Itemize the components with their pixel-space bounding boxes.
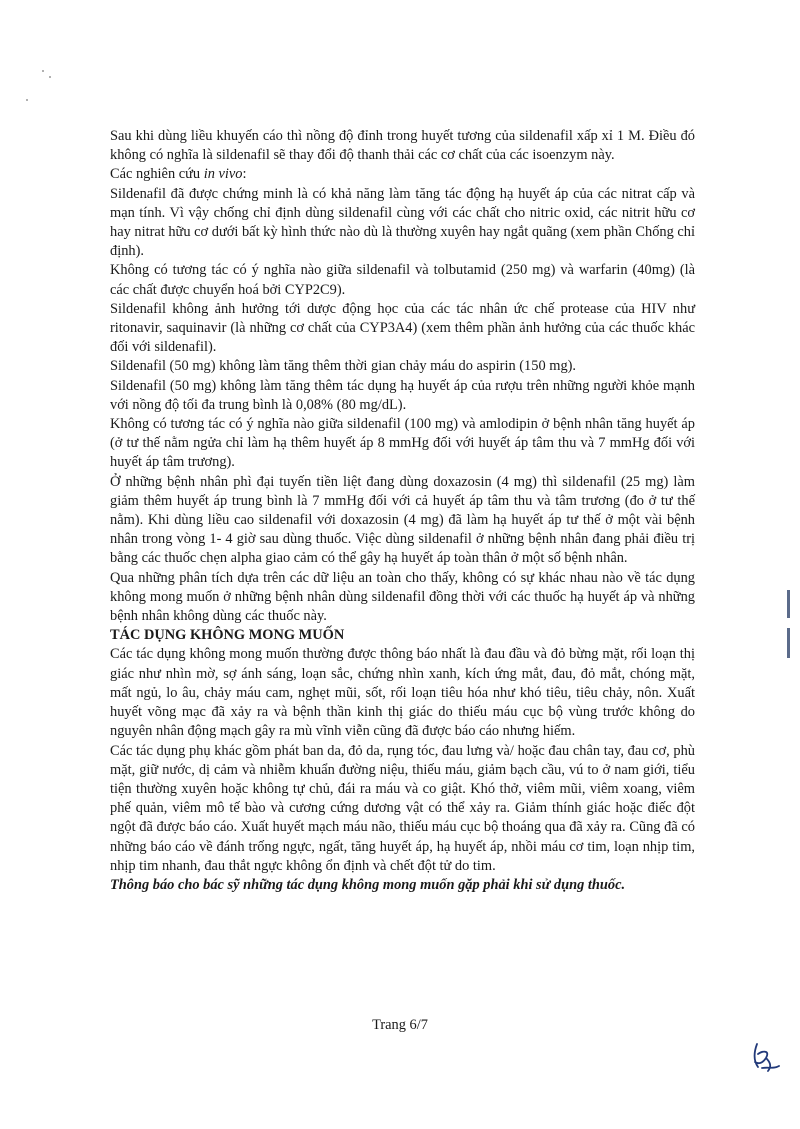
paragraph: Không có tương tác có ý nghĩa nào giữa sildenafil và tolbutamid (250 mg) và warfarin (40mg) (là các chất được chuyển hoá bởi CYP2C9). [110, 262, 695, 298]
paragraph: Không có tương tác có ý nghĩa nào giữa sildenafil (100 mg) và amlodipin ở bệnh nhân tăng huyết áp (ở tư thế nằm ngửa chỉ làm hạ thêm huyết áp 8 mmHg đối với huyết áp tâm thu và 7 mmHg đối với huyết áp tâm trương). [110, 416, 695, 471]
paragraph: Sildenafil (50 mg) không làm tăng thêm thời gian chảy máu do aspirin (150 mg). [110, 358, 577, 375]
handwritten-initial [748, 1040, 782, 1076]
scan-edge-mark [787, 628, 790, 658]
warning-note: Thông báo cho bác sỹ những tác dụng không mong muốn gặp phải khi sử dụng thuốc. [110, 876, 626, 893]
paragraph: Các tác dụng phụ khác gồm phát ban da, đỏ da, rụng tóc, đau lưng và/ hoặc đau chân tay, đau cơ, phù mặt, giữ nước, dị cảm và nhiễm khuẩn đường niệu, thiếu máu, giảm bạch cầu, vú to ở nam giới, tiểu tiện thường xuyên hoặc không tự chủ, đái ra máu và co giật. Khó thở, viêm mũi, viêm xoang, viêm phế quản, viêm mô tế bào và cương cứng dương vật có thể xảy ra. Giảm thính giác hoặc điếc đột ngột đã được báo cáo. Xuất huyết mạch máu não, thiếu máu cục bộ thoáng qua đã xảy ra. Cũng đã có những báo cáo về đánh trống ngực, ngất, tăng huyết áp, hạ huyết áp, nhồi máu cơ tim, loạn nhịp tim, nhịp tim nhanh, đau thắt ngực không ổn định và chết đột tử do tim. [110, 742, 695, 874]
paragraph: Sildenafil (50 mg) không làm tăng thêm tác dụng hạ huyết áp của rượu trên những người khỏe mạnh với nồng độ tối đa trung bình là 0,08% (80 mg/dL). [110, 377, 695, 413]
italic-term: in vivo [203, 166, 243, 183]
paragraph: Sildenafil không ảnh hưởng tới dược động học của các tác nhân ức chế protease của HIV như ritonavir, saquinavir (là những cơ chất của CYP3A4) (xem thêm phần ảnh hưởng của các thuốc khác đối với sildenafil). [110, 300, 695, 356]
scan-speck [26, 99, 28, 101]
paragraph: Sau khi dùng liều khuyến cáo thì nồng độ đỉnh trong huyết tương của sildenafil xấp xỉ 1 M. Điều đó không có nghĩa là sildenafil sẽ thay đổi độ thanh thải các cơ chất của các isoenzym này. [110, 128, 695, 164]
paragraph: Các tác dụng không mong muốn thường được thông báo nhất là đau đầu và đỏ bừng mặt, rối loạn thị giác như nhìn mờ, sợ ánh sáng, loạn sắc, chứng nhìn xanh, kích ứng mắt, đau, đỏ mắt, chóng mặt, mất ngủ, lo âu, chảy máu cam, nghẹt mũi, sốt, rối loạn tiêu hóa như khó tiêu, tiêu chảy, nôn. Xuất huyết võng mạc đã xảy ra và bệnh thần kinh thị giác do thiếu máu cục bộ vùng trước không do nguyên nhân động mạch gây ra mù vĩnh viễn cũng đã được báo cáo nhưng hiếm. [110, 646, 695, 740]
paragraph: Các nghiên cứu in vivo: [110, 166, 247, 183]
section-title: TÁC DỤNG KHÔNG MONG MUỐN [110, 627, 345, 644]
paragraph: Sildenafil đã được chứng minh là có khả năng làm tăng tác động hạ huyết áp của các nitrat cấp và mạn tính. Vì vậy chống chỉ định dùng sildenafil cùng với các chất cho nitric oxid, các nitrit hữu cơ hay nitrat hữu cơ dưới bất kỳ hình thức nào dù là thường xuyên hay ngắt quãng (xem phần Chống chỉ định). [110, 185, 695, 260]
page-number: Trang 6/7 [372, 1017, 428, 1033]
paragraph: Qua những phân tích dựa trên các dữ liệu an toàn cho thấy, không có sự khác nhau nào về tác dụng không mong muốn ở những bệnh nhân dùng sildenafil đồng thời với các thuốc hạ huyết áp và những bệnh nhân không dùng các thuốc này. [110, 569, 695, 625]
scan-speck [49, 76, 51, 78]
scan-edge-mark [787, 590, 790, 618]
scan-speck [42, 70, 44, 72]
document-body [110, 127, 695, 895]
paragraph: Ở những bệnh nhân phì đại tuyến tiền liệt đang dùng doxazosin (4 mg) thì sildenafil (25 mg) làm giảm thêm huyết áp trung bình là 7 mmHg đối với cả huyết áp tâm thu và tâm trương (đo ở tư thế nằm). Khi dùng liều cao sildenafil với doxazosin (4 mg) đã làm hạ huyết áp tư thế ở một vài bệnh nhân trong vòng 1- 4 giờ sau dùng thuốc. Việc dùng sildenafil ở những bệnh nhân đang phải điều trị bằng các thuốc chẹn alpha giao cảm có thể gây hạ huyết áp toàn thân ở một số bệnh nhân. [110, 473, 695, 567]
